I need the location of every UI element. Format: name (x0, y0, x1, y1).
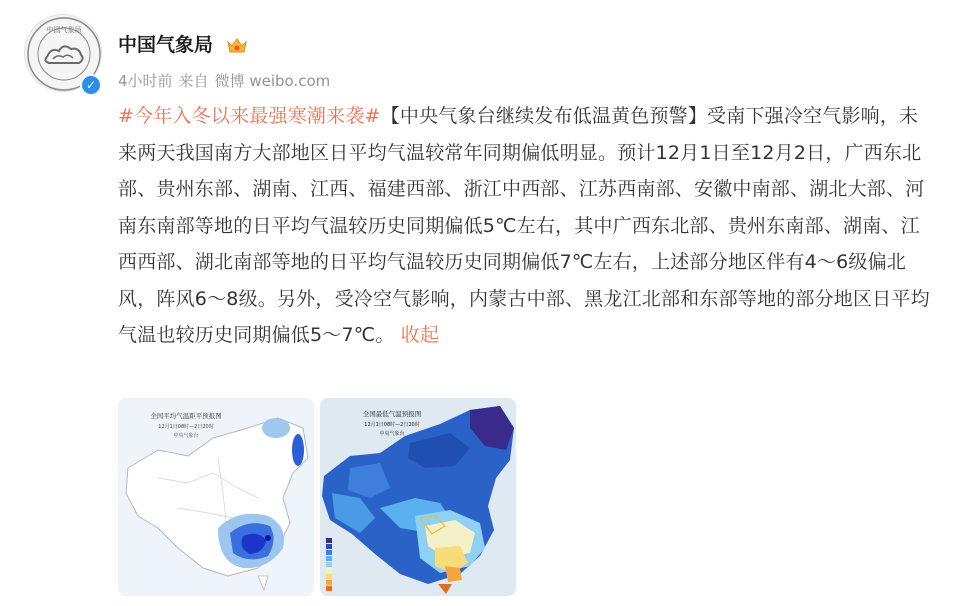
post-content (118, 98, 930, 354)
map-title: 全国平均气温距平预报图 (150, 412, 222, 420)
post-image-min-temperature[interactable] (320, 398, 516, 596)
member-badge-icon[interactable] (226, 37, 248, 55)
post-time[interactable]: 4小时前 (118, 72, 173, 90)
hashtag-link[interactable]: #今年入冬以来最强寒潮来袭# (118, 105, 381, 127)
post-body: 【中央气象台继续发布低温黄色预警】受南下强冷空气影响，未来两天我国南方大部地区日平均气温较常年同期偏低明显。预计12月1日至12月2日，广西东北部、贵州东部、湖南、江西、福建西部、浙江中西部、江苏西南部、安徽中南部、湖北大部、河南东南部等地的日平均气温较历史同期偏低5℃左右，其中广西东北部、贵州东南部、湖南、江西西部、湖北南部等地的日平均气温较历史同期偏低7℃左右，上述部分地区伴有4～6级偏北风，阵风6～8级。另外，受冷空气影响，内蒙古中部、黑龙江北部和东部等地的部分地区日平均气温也较历史同期偏低5～7℃。 (118, 105, 930, 346)
verified-icon: ✓ (80, 74, 102, 96)
post-image-temperature-anomaly[interactable] (118, 398, 314, 596)
post-meta (118, 70, 336, 92)
map-title: 全国最低气温预报图 (362, 410, 422, 418)
min-temperature-map (320, 398, 516, 596)
temperature-anomaly-map (118, 398, 314, 596)
post-source: 微博 weibo.com (214, 72, 331, 90)
map-agency: 中央气象台 (173, 433, 199, 439)
collapse-link[interactable]: 收起 (400, 324, 440, 346)
source-prefix: 来自 (178, 72, 209, 90)
map-legend (326, 538, 332, 591)
author-name[interactable]: 中国气象局 (118, 34, 214, 56)
map-subtitle: 12月1日08时—2日20时 (364, 422, 420, 428)
map-subtitle: 12月1日08时—2日20时 (158, 424, 214, 430)
svg-text:中国气象局: 中国气象局 (46, 26, 82, 34)
map-agency: 中央气象台 (379, 431, 405, 437)
